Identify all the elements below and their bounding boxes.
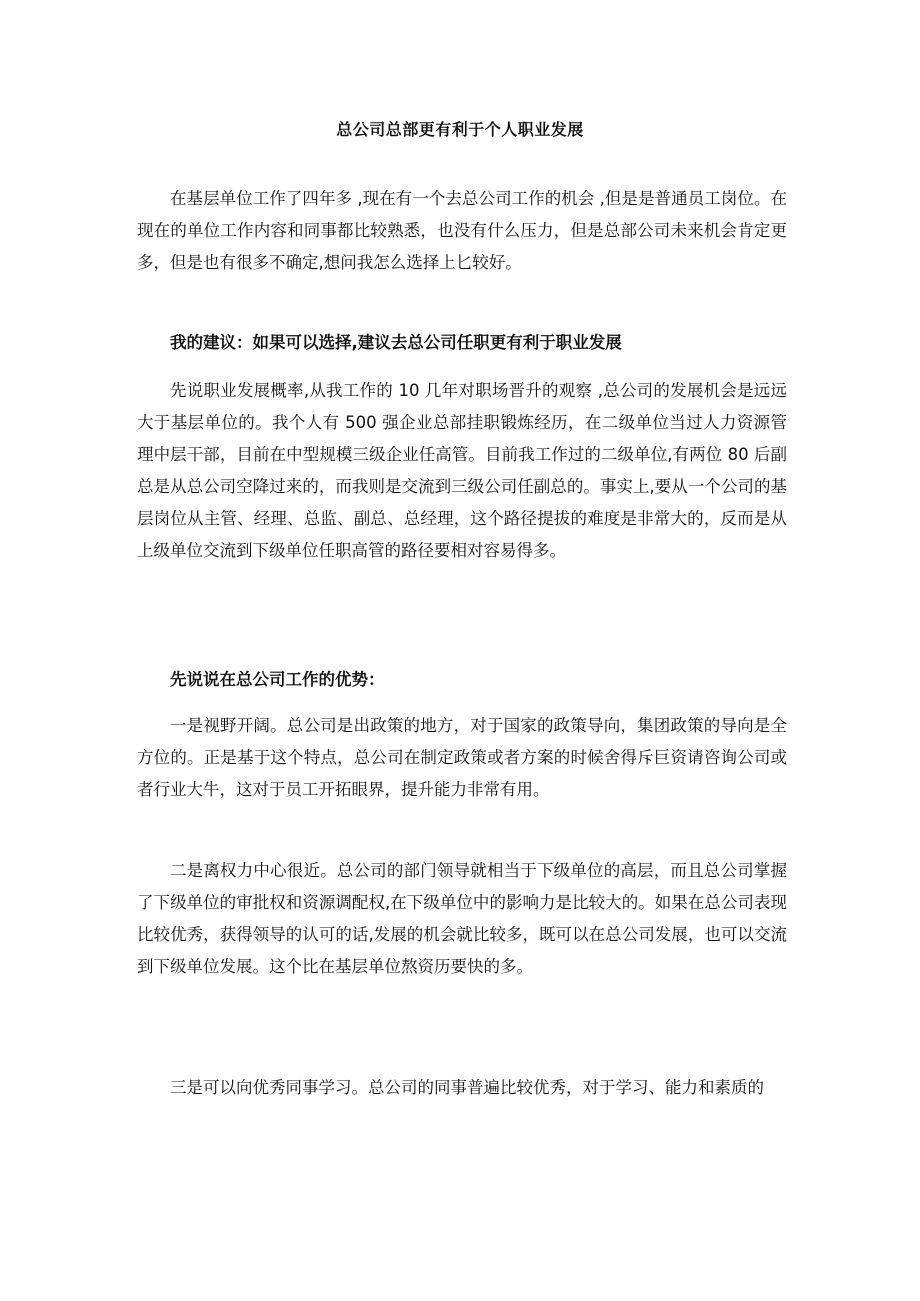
paragraph-advantage-colleagues: 三是可以向优秀同事学习。总公司的同事普遍比较优秀，对于学习、能力和素质的 (170, 1078, 764, 1097)
paragraph-advantage-power: 二是离权力中心很近。总公司的部门领导就相当于下级单位的高层，而且总公司掌握了下级单位的审批权和资源调配权,在下级单位中的影响力是比较大的。如果在总公司表现比较优秀，获得领导的认可的话,发展的机会就比较多，既可以在总公司发展，也可以交流到下级单位发展。这个比在基层单位熬资历要快的多。 (137, 861, 787, 976)
paragraph-advantages-heading: 先说说在总公司工作的优势： (170, 670, 385, 689)
paragraph-question: 在基层单位工作了四年多 ,现在有一个去总公司工作的机会 ,但是是普通员工岗位。在现在的单位工作内容和同事都比较熟悉，也没有什么压力，但是总部公司未来机会肯定更多，但是也有很多不确定,想问我怎么选择上匕较好。 (137, 189, 787, 272)
paragraph-suggestion-heading: 我的建议：如果可以选择,建议去总公司任职更有利于职业发展 (170, 333, 622, 352)
paragraph-career-probability: 先说职业发展概率,从我工作的 10 几年对职场晋升的观察 ,总公司的发展机会是远远大于基层单位的。我个人有 500 强企业总部挂职锻炼经历，在二级单位当过人力资源管理中层干部，目前在中型规模三级企业任高管。目前我工作过的二级单位,有两位 80 后副总是从总公司空降过来的，而我则是交流到三级公司任副总的。事实上,要从一个公司的基层岗位从主管、经理、总监、副总、总经理，这个路径提拔的难度是非常大的，反而是从上级单位交流到下级单位任职高管的路径要相对容易得多。 (137, 381, 787, 560)
document-title: 总公司总部更有利于个人职业发展 (336, 120, 584, 139)
paragraph-advantage-vision: 一是视野开阔。总公司是出政策的地方，对于国家的政策导向，集团政策的导向是全方位的。正是基于这个特点，总公司在制定政策或者方案的时候舍得斥巨资请咨询公司或者行业大牛，这对于员工开拓眼界，提升能力非常有用。 (137, 716, 787, 799)
